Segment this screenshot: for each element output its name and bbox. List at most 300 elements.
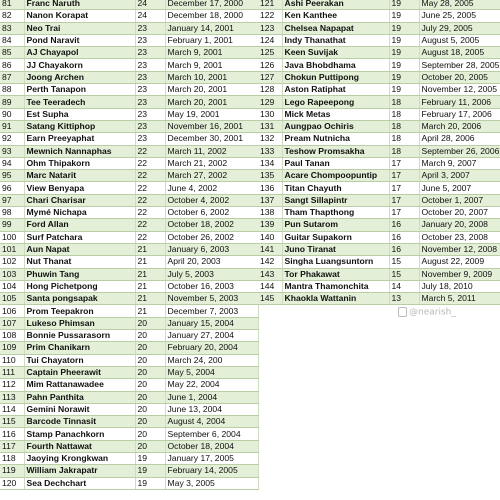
date-cell: July 5, 2003 (165, 268, 258, 280)
name-cell: Chari Charisar (24, 194, 135, 206)
name-cell: Ken Kanthee (282, 10, 389, 22)
date-cell: November 12, 2005 (419, 84, 500, 96)
age-cell: 20 (135, 366, 165, 378)
name-cell: Chokun Puttipong (282, 71, 389, 83)
table-row (0, 10, 258, 22)
name-cell: Stamp Panachkorn (24, 428, 135, 440)
age-cell: 15 (389, 256, 419, 268)
age-cell: 20 (135, 403, 165, 415)
table-row (258, 10, 500, 22)
rank-cell: 88 (0, 84, 24, 96)
date-cell: November 5, 2003 (165, 293, 258, 305)
age-cell: 22 (135, 231, 165, 243)
table-row (0, 34, 258, 46)
date-cell: December 7, 2003 (165, 305, 258, 317)
rank-cell: 107 (0, 317, 24, 329)
age-cell: 19 (389, 47, 419, 59)
name-cell: Surf Patchara (24, 231, 135, 243)
date-cell: October 1, 2007 (419, 194, 500, 206)
age-cell: 21 (135, 305, 165, 317)
date-cell: August 4, 2004 (165, 416, 258, 428)
age-cell: 20 (135, 428, 165, 440)
name-cell: JJ Chayakorn (24, 59, 135, 71)
date-cell: October 26, 2002 (165, 231, 258, 243)
name-cell: Nut Thanat (24, 256, 135, 268)
age-cell: 20 (135, 391, 165, 403)
date-cell: January 27, 2004 (165, 330, 258, 342)
age-cell: 22 (135, 219, 165, 231)
table-row (0, 305, 258, 317)
age-cell: 20 (135, 354, 165, 366)
date-cell: February 1, 2001 (165, 34, 258, 46)
table-row (0, 231, 258, 243)
name-cell: Mantra Thamonchita (282, 280, 389, 292)
name-cell: Perth Tanapon (24, 84, 135, 96)
date-cell: May 5, 2004 (165, 366, 258, 378)
age-cell: 23 (135, 96, 165, 108)
name-cell: Prim Chanikarn (24, 342, 135, 354)
age-cell: 18 (389, 96, 419, 108)
name-cell: AJ Chayapol (24, 47, 135, 59)
name-cell: Singha Luangsuntorn (282, 256, 389, 268)
rank-cell: 128 (258, 84, 282, 96)
rank-cell: 103 (0, 268, 24, 280)
rank-cell: 119 (0, 465, 24, 477)
name-cell: Tee Teeradech (24, 96, 135, 108)
age-cell: 14 (389, 280, 419, 292)
table-row (0, 366, 258, 378)
date-cell: April 20, 2003 (165, 256, 258, 268)
rank-cell: 126 (258, 59, 282, 71)
date-cell: April 28, 2006 (419, 133, 500, 145)
date-cell: September 28, 2005 (419, 59, 500, 71)
name-cell: Est Supha (24, 108, 135, 120)
age-cell: 19 (135, 465, 165, 477)
age-cell: 21 (135, 243, 165, 255)
rank-cell: 140 (258, 231, 282, 243)
rank-cell: 114 (0, 403, 24, 415)
rank-cell: 102 (0, 256, 24, 268)
rank-cell: 117 (0, 440, 24, 452)
age-cell: 15 (389, 268, 419, 280)
date-cell: June 5, 2007 (419, 182, 500, 194)
age-cell: 21 (135, 280, 165, 292)
date-cell: June 1, 2004 (165, 391, 258, 403)
rank-cell: 108 (0, 330, 24, 342)
age-cell: 23 (135, 133, 165, 145)
date-cell: March 20, 2006 (419, 120, 500, 132)
rank-cell: 133 (258, 145, 282, 157)
rank-cell: 145 (258, 293, 282, 305)
table-row (258, 170, 500, 182)
date-cell: October 4, 2002 (165, 194, 258, 206)
date-cell: January 20, 2008 (419, 219, 500, 231)
date-cell: June 13, 2004 (165, 403, 258, 415)
age-cell: 22 (135, 145, 165, 157)
name-cell: Mymé Nichapa (24, 207, 135, 219)
name-cell: Phuwin Tang (24, 268, 135, 280)
table-row (258, 194, 500, 206)
age-cell: 22 (135, 157, 165, 169)
table-row (258, 145, 500, 157)
age-cell: 23 (135, 108, 165, 120)
age-cell: 22 (135, 194, 165, 206)
name-cell: Ohm Thipakorn (24, 157, 135, 169)
date-cell: October 18, 2002 (165, 219, 258, 231)
name-cell: Tham Thapthong (282, 207, 389, 219)
table-row (0, 71, 258, 83)
date-cell: March 5, 2011 (419, 293, 500, 305)
ranking-table-right (258, 0, 500, 305)
age-cell: 17 (389, 207, 419, 219)
name-cell: Pond Naravit (24, 34, 135, 46)
name-cell: Tui Chayatorn (24, 354, 135, 366)
date-cell: May 28, 2005 (419, 0, 500, 10)
rank-cell: 104 (0, 280, 24, 292)
table-row (258, 120, 500, 132)
rank-cell: 129 (258, 96, 282, 108)
age-cell: 24 (135, 0, 165, 10)
date-cell: October 6, 2002 (165, 207, 258, 219)
age-cell: 16 (389, 231, 419, 243)
date-cell: March 20, 2001 (165, 96, 258, 108)
date-cell: February 11, 2006 (419, 96, 500, 108)
date-cell: December 30, 2001 (165, 133, 258, 145)
age-cell: 23 (135, 22, 165, 34)
date-cell: March 10, 2001 (165, 71, 258, 83)
rank-cell: 81 (0, 0, 24, 10)
table-row (0, 440, 258, 452)
date-cell: May 22, 2004 (165, 379, 258, 391)
name-cell: William Jakrapatr (24, 465, 135, 477)
table-row (0, 317, 258, 329)
rank-cell: 99 (0, 219, 24, 231)
age-cell: 22 (135, 207, 165, 219)
date-cell: November 9, 2009 (419, 268, 500, 280)
age-cell: 23 (135, 34, 165, 46)
table-row (258, 157, 500, 169)
table-row (0, 293, 258, 305)
name-cell: Aun Napat (24, 243, 135, 255)
age-cell: 17 (389, 157, 419, 169)
age-cell: 18 (389, 108, 419, 120)
table-row (258, 243, 500, 255)
table-row (0, 108, 258, 120)
age-cell: 18 (389, 145, 419, 157)
name-cell: Juno Tiranat (282, 243, 389, 255)
rank-cell: 111 (0, 366, 24, 378)
table-row (258, 96, 500, 108)
date-cell: March 9, 2001 (165, 59, 258, 71)
table-row (258, 133, 500, 145)
date-cell: January 15, 2004 (165, 317, 258, 329)
table-row (0, 133, 258, 145)
name-cell: Mewnich Nannaphas (24, 145, 135, 157)
date-cell: January 17, 2005 (165, 452, 258, 464)
date-cell: August 18, 2005 (419, 47, 500, 59)
name-cell: Keen Suvijak (282, 47, 389, 59)
table-row (0, 391, 258, 403)
table-row (258, 268, 500, 280)
rank-cell: 143 (258, 268, 282, 280)
table-row (258, 207, 500, 219)
rank-cell: 137 (258, 194, 282, 206)
name-cell: Jaoying Krongkwan (24, 452, 135, 464)
date-cell: October 23, 2008 (419, 231, 500, 243)
name-cell: Barcode Tinnasit (24, 416, 135, 428)
name-cell: Satang Kittiphop (24, 120, 135, 132)
age-cell: 23 (135, 47, 165, 59)
name-cell: Marc Natarit (24, 170, 135, 182)
age-cell: 19 (135, 477, 165, 489)
rank-cell: 118 (0, 452, 24, 464)
age-cell: 20 (135, 342, 165, 354)
date-cell: March 24, 200 (165, 354, 258, 366)
name-cell: Nanon Korapat (24, 10, 135, 22)
rank-cell: 106 (0, 305, 24, 317)
table-row (258, 0, 500, 10)
date-cell: November 16, 2001 (165, 120, 258, 132)
age-cell: 23 (135, 120, 165, 132)
age-cell: 19 (389, 84, 419, 96)
date-cell: February 14, 2005 (165, 465, 258, 477)
name-cell: Bonnie Pussarasorn (24, 330, 135, 342)
rank-cell: 89 (0, 96, 24, 108)
age-cell: 19 (389, 34, 419, 46)
name-cell: Captain Pheerawit (24, 366, 135, 378)
age-cell: 20 (135, 379, 165, 391)
name-cell: Hong Pichetpong (24, 280, 135, 292)
table-row (258, 219, 500, 231)
age-cell: 20 (135, 317, 165, 329)
rank-cell: 135 (258, 170, 282, 182)
name-cell: Aston Ratiphat (282, 84, 389, 96)
watermark (398, 307, 456, 318)
age-cell: 19 (389, 10, 419, 22)
rank-cell: 93 (0, 145, 24, 157)
table-row (258, 256, 500, 268)
table-row (0, 157, 258, 169)
age-cell: 19 (389, 59, 419, 71)
rank-cell: 82 (0, 10, 24, 22)
table-row (258, 231, 500, 243)
rank-cell: 136 (258, 182, 282, 194)
watermark-text: @nearish_ (409, 307, 456, 318)
date-cell: July 29, 2005 (419, 22, 500, 34)
date-cell: November 12, 2008 (419, 243, 500, 255)
rank-cell: 116 (0, 428, 24, 440)
table-row (0, 0, 258, 10)
age-cell: 20 (135, 330, 165, 342)
rank-cell: 95 (0, 170, 24, 182)
rank-cell: 94 (0, 157, 24, 169)
rank-cell: 121 (258, 0, 282, 10)
table-row (0, 342, 258, 354)
rank-cell: 131 (258, 120, 282, 132)
table-row (0, 182, 258, 194)
table-row (0, 403, 258, 415)
table-row (0, 354, 258, 366)
age-cell: 24 (135, 10, 165, 22)
name-cell: Pahn Panthita (24, 391, 135, 403)
rank-cell: 109 (0, 342, 24, 354)
name-cell: Teshow Promsakha (282, 145, 389, 157)
ranking-table-right-body (258, 0, 500, 305)
name-cell: Mick Metas (282, 108, 389, 120)
age-cell: 21 (135, 293, 165, 305)
name-cell: Fourth Nattawat (24, 440, 135, 452)
rank-cell: 134 (258, 157, 282, 169)
rank-cell: 130 (258, 108, 282, 120)
date-cell: September 6, 2004 (165, 428, 258, 440)
name-cell: Indy Thanathat (282, 34, 389, 46)
age-cell: 20 (135, 416, 165, 428)
name-cell: Paul Tanan (282, 157, 389, 169)
rank-cell: 98 (0, 207, 24, 219)
age-cell: 19 (389, 71, 419, 83)
name-cell: Lukeso Phimsan (24, 317, 135, 329)
age-cell: 23 (135, 84, 165, 96)
table-row (0, 47, 258, 59)
table-row (0, 84, 258, 96)
rank-cell: 101 (0, 243, 24, 255)
rank-cell: 91 (0, 120, 24, 132)
name-cell: Pun Sutarom (282, 219, 389, 231)
age-cell: 20 (135, 440, 165, 452)
name-cell: Ford Allan (24, 219, 135, 231)
table-row (258, 59, 500, 71)
age-cell: 16 (389, 219, 419, 231)
date-cell: January 6, 2003 (165, 243, 258, 255)
table-row (0, 452, 258, 464)
rank-cell: 90 (0, 108, 24, 120)
rank-cell: 122 (258, 10, 282, 22)
rank-cell: 97 (0, 194, 24, 206)
table-row (258, 182, 500, 194)
rank-cell: 105 (0, 293, 24, 305)
name-cell: Neo Trai (24, 22, 135, 34)
age-cell: 19 (389, 0, 419, 10)
table-row (0, 194, 258, 206)
date-cell: March 21, 2002 (165, 157, 258, 169)
table-row (0, 256, 258, 268)
date-cell: July 18, 2010 (419, 280, 500, 292)
rank-cell: 87 (0, 71, 24, 83)
age-cell: 18 (389, 133, 419, 145)
table-row (0, 59, 258, 71)
table-row (0, 120, 258, 132)
name-cell: Ashi Peerakan (282, 0, 389, 10)
date-cell: March 20, 2001 (165, 84, 258, 96)
name-cell: Titan Chayuth (282, 182, 389, 194)
rank-cell: 127 (258, 71, 282, 83)
date-cell: October 18, 2004 (165, 440, 258, 452)
table-row (0, 280, 258, 292)
table-row (0, 416, 258, 428)
date-cell: December 18, 2000 (165, 10, 258, 22)
rank-cell: 124 (258, 34, 282, 46)
age-cell: 16 (389, 243, 419, 255)
rank-cell: 83 (0, 22, 24, 34)
date-cell: March 27, 2002 (165, 170, 258, 182)
age-cell: 13 (389, 293, 419, 305)
rank-cell: 115 (0, 416, 24, 428)
rank-cell: 123 (258, 22, 282, 34)
rank-cell: 112 (0, 379, 24, 391)
rank-cell: 139 (258, 219, 282, 231)
date-cell: August 22, 2009 (419, 256, 500, 268)
table-row (0, 477, 258, 489)
date-cell: September 26, 2006 (419, 145, 500, 157)
date-cell: October 16, 2003 (165, 280, 258, 292)
age-cell: 19 (389, 22, 419, 34)
name-cell: Santa pongsapak (24, 293, 135, 305)
age-cell: 22 (135, 170, 165, 182)
name-cell: Sea Dechchart (24, 477, 135, 489)
date-cell: March 9, 2007 (419, 157, 500, 169)
table-row (258, 71, 500, 83)
table-row (258, 84, 500, 96)
rank-cell: 144 (258, 280, 282, 292)
age-cell: 18 (389, 120, 419, 132)
date-cell: August 5, 2005 (419, 34, 500, 46)
table-row (258, 34, 500, 46)
age-cell: 17 (389, 182, 419, 194)
table-row (258, 108, 500, 120)
name-cell: Franc Naruth (24, 0, 135, 10)
table-row (258, 47, 500, 59)
date-cell: May 3, 2005 (165, 477, 258, 489)
date-cell: October 20, 2007 (419, 207, 500, 219)
age-cell: 22 (135, 182, 165, 194)
date-cell: May 19, 2001 (165, 108, 258, 120)
table-row (0, 145, 258, 157)
name-cell: Tor Phakawat (282, 268, 389, 280)
rank-cell: 96 (0, 182, 24, 194)
table-row (258, 280, 500, 292)
name-cell: Java Bhobdhama (282, 59, 389, 71)
rank-cell: 120 (0, 477, 24, 489)
table-row (0, 22, 258, 34)
date-cell: June 25, 2005 (419, 10, 500, 22)
table-row (0, 379, 258, 391)
name-cell: Joong Archen (24, 71, 135, 83)
rank-cell: 138 (258, 207, 282, 219)
table-row (258, 293, 500, 305)
table-row (0, 268, 258, 280)
table-row (0, 170, 258, 182)
table-row (0, 243, 258, 255)
table-row (0, 96, 258, 108)
name-cell: Sangt Sillapintr (282, 194, 389, 206)
table-row (0, 207, 258, 219)
age-cell: 21 (135, 268, 165, 280)
name-cell: Gemini Norawit (24, 403, 135, 415)
name-cell: Khaokla Wattanin (282, 293, 389, 305)
date-cell: March 11, 2002 (165, 145, 258, 157)
date-cell: December 17, 2000 (165, 0, 258, 10)
name-cell: View Benyapa (24, 182, 135, 194)
rank-cell: 86 (0, 59, 24, 71)
rank-cell: 85 (0, 47, 24, 59)
name-cell: Earn Preeyaphat (24, 133, 135, 145)
rank-cell: 141 (258, 243, 282, 255)
rank-cell: 100 (0, 231, 24, 243)
age-cell: 19 (135, 452, 165, 464)
rank-cell: 142 (258, 256, 282, 268)
rank-cell: 113 (0, 391, 24, 403)
date-cell: October 20, 2005 (419, 71, 500, 83)
